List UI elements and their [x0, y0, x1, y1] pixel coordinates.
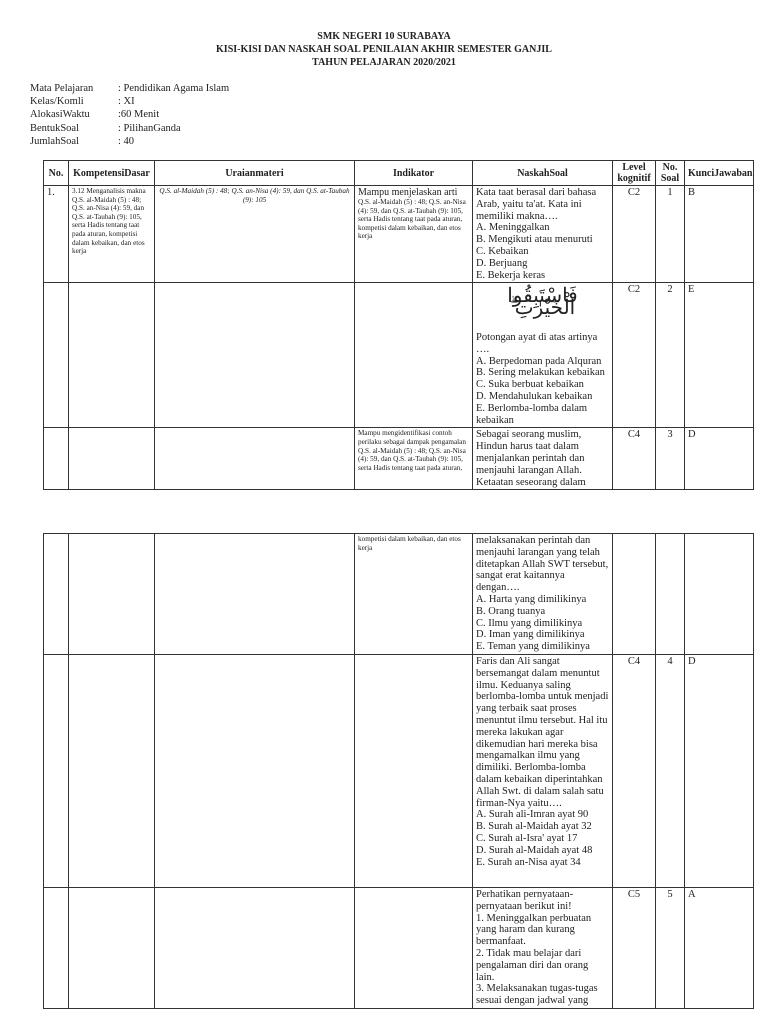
- naskah-soal: Sebagai seorang muslim, Hindun harus taat dalam menjalankan perintah dan menjauhi larangan Allah. Ketaatan seseorang dalam: [473, 428, 613, 490]
- info-row: [30, 135, 229, 148]
- info-value: :60 Menit: [118, 109, 160, 121]
- col-header-level: Level kognitif: [613, 161, 656, 186]
- nomor-soal: 4: [656, 654, 685, 887]
- level-kognitif: C2: [613, 186, 656, 283]
- info-value: : 40: [118, 135, 135, 147]
- level-kognitif: C2: [613, 283, 656, 428]
- nomor-soal: 3: [656, 428, 685, 490]
- info-label: Mata Pelajaran: [30, 83, 94, 94]
- col-header-indikator: Indikator: [355, 161, 473, 186]
- subject-info: [30, 82, 229, 148]
- info-row: [30, 95, 229, 108]
- kompetensi-dasar: 3.12 Menganalisis makna Q.S. al-Maidah (5) : 48; Q.S. an-Nisa (4): 59, dan Q.S. at-Taubah (9): 105, serta Hadis tentang taat pada aturan, kompetisi dalam kebaikan, dan etos kerja: [69, 186, 155, 283]
- info-label: BentukSoal: [30, 122, 79, 134]
- col-header-nosoal: No. Soal: [656, 161, 685, 186]
- info-value: : PilihanGanda: [118, 122, 181, 134]
- indikator-lead: Mampu menjelaskan arti: [358, 187, 458, 198]
- row-number: 1.: [44, 186, 69, 283]
- info-label: JumlahSoal: [30, 135, 79, 147]
- kunci-jawaban: E: [685, 283, 754, 428]
- level-kognitif: C5: [613, 887, 656, 1008]
- indikator: kompetisi dalam kebaikan, dan etos kerja: [355, 534, 473, 655]
- nomor-soal: 5: [656, 887, 685, 1008]
- school-name: SMK NEGERI 10 SURABAYA: [317, 31, 451, 42]
- table-row: [44, 186, 754, 283]
- col-header-materi: Uraianmateri: [155, 161, 355, 186]
- naskah-soal-text: Potongan ayat di atas artinya …. A. Berpedoman pada Alquran B. Sering melakukan kebaikan C. Suka berbuat kebaikan D. Mendahulukan kebaikan E. Berlomba-lomba dalam kebaikan: [476, 331, 605, 426]
- naskah-soal: Kata taat berasal dari bahasa Arab, yaitu ta'at. Kata ini memiliki makna…. A. Meninggalkan B. Mengikuti atau menuruti C. Kebaikan D. Berjuang E. Bekerja keras: [473, 186, 613, 283]
- info-row: [30, 108, 229, 121]
- document-title: KISI-KISI DAN NASKAH SOAL PENILAIAN AKHIR SEMESTER GANJIL: [216, 44, 552, 55]
- kunci-jawaban: D: [685, 428, 754, 490]
- indikator: [355, 186, 473, 283]
- arabic-verse: فَاسْتَبِقُوا الْخَيْرٰتِ ۗ: [507, 283, 578, 320]
- info-label: Kelas/Komli: [30, 96, 84, 108]
- naskah-soal: Perhatikan pernyataan-pernyataan berikut ini! 1. Meninggalkan perbuatan yang haram dan kurang bermanfaat. 2. Tidak mau belajar dari pengalaman diri dan orang lain. 3. Melaksanakan tugas-tugas sesuai dengan jadwal yang: [473, 887, 613, 1008]
- table-row: [44, 428, 754, 490]
- naskah-soal: melaksanakan perintah dan menjauhi larangan yang telah ditetapkan Allah SWT tersebut, sangat erat kaitannya dengan…. A. Harta yang dimilikinya B. Orang tuanya C. Ilmu yang dimilikinya D. Iman yang dimilikinya E. Teman yang dimilikinya: [473, 534, 613, 655]
- indikator: Mampu mengidentifikasi contoh perilaku sebagai dampak pengamalan Q.S. al-Maidah (5) : 48; Q.S. an-Nisa (4): 59, dan Q.S. at-Taubah (9): 105, serta Hadis tentang taat pada aturan,: [355, 428, 473, 490]
- kunci-jawaban: A: [685, 887, 754, 1008]
- table-header-row: [44, 161, 754, 186]
- table-row: [44, 887, 754, 1008]
- kunci-jawaban: D: [685, 654, 754, 887]
- info-row: [30, 82, 229, 95]
- nomor-soal: 1: [656, 186, 685, 283]
- info-label: AlokasiWaktu: [30, 109, 90, 121]
- level-kognitif: C4: [613, 428, 656, 490]
- nomor-soal: 2: [656, 283, 685, 428]
- table-row: [44, 283, 754, 428]
- naskah-soal: [473, 283, 613, 428]
- grid-table-page1: [43, 160, 754, 490]
- indikator-detail: Q.S. al-Maidah (5) : 48; Q.S. an-Nisa (4): 59, dan Q.S. at-Taubah (9): 105, serta Hadis tentang taat pada aturan, kompetisi dalam kebaikan, dan etos kerja: [358, 198, 466, 241]
- info-value: : XI: [118, 96, 135, 108]
- level-kognitif: C4: [613, 654, 656, 887]
- grid-table-page2: [43, 533, 754, 1009]
- table-row: [44, 654, 754, 887]
- info-row: [30, 122, 229, 135]
- col-header-kunci: KunciJawaban: [685, 161, 754, 186]
- col-header-naskah: NaskahSoal: [473, 161, 613, 186]
- table-row: [44, 534, 754, 655]
- academic-year: TAHUN PELAJARAN 2020/2021: [312, 57, 456, 68]
- info-value: : Pendidikan Agama Islam: [118, 83, 230, 94]
- naskah-soal: Faris dan Ali sangat bersemangat dalam menuntut ilmu. Keduanya saling berlomba-lomba untuk menjadi yang terbaik saat proses menuntut ilmu tersebut. Hal itu mereka lakukan agar dikemudian hari mereka bisa mengamalkan ilmu yang dimiliki. Berlomba-lomba dalam kebaikan diperintahkan Allah Swt. di dalam salah satu firman-Nya yaitu…. A. Surah ali-Imran ayat 90 B. Surah al-Maidah ayat 32 C. Surah al-Isra' ayat 17 D. Surah al-Maidah ayat 48 E. Surah an-Nisa ayat 34: [473, 654, 613, 887]
- col-header-kompetensi: KompetensiDasar: [69, 161, 155, 186]
- kunci-jawaban: B: [685, 186, 754, 283]
- uraian-materi: Q.S. al-Maidah (5) : 48; Q.S. an-Nisa (4): 59, dan Q.S. at-Taubah (9): 105: [155, 186, 355, 283]
- col-header-no: No.: [44, 161, 69, 186]
